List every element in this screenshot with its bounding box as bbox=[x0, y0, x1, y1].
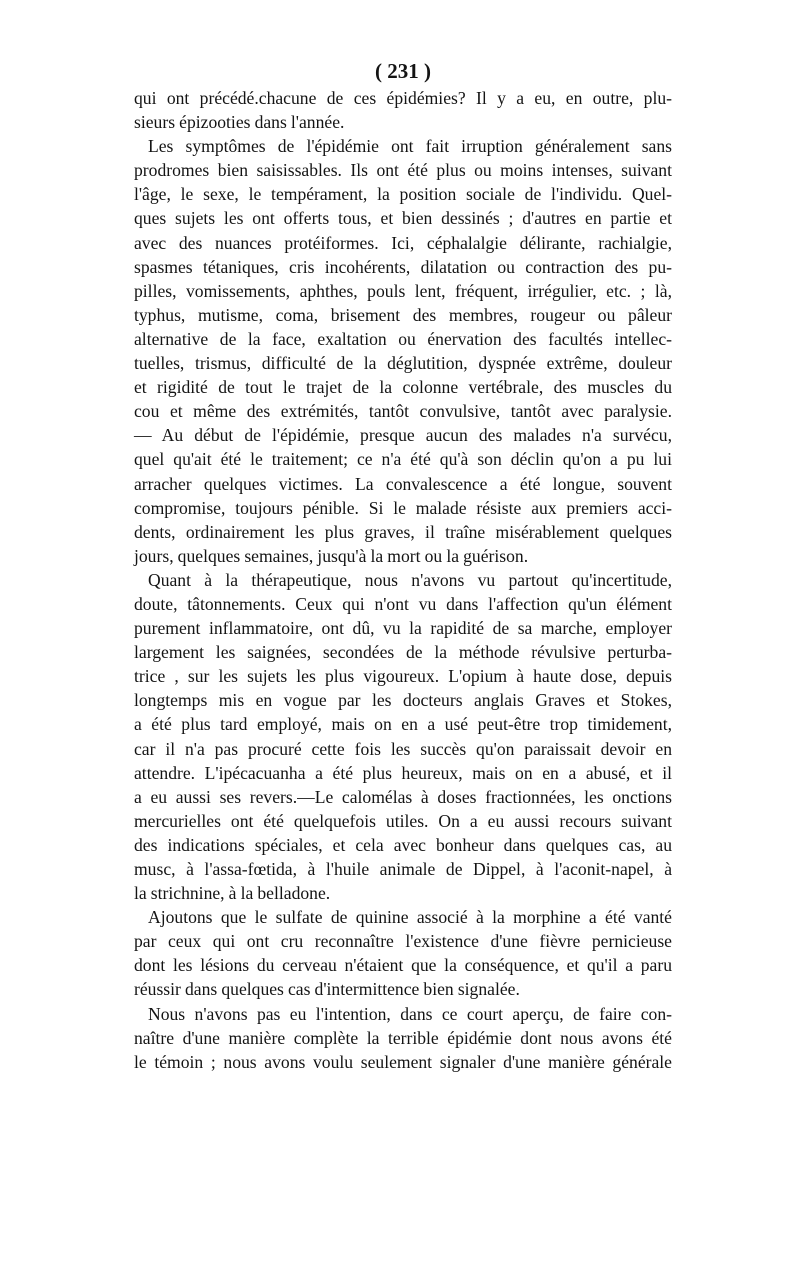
text-line: longtemps mis en vogue par les docteurs anglais Graves et Stokes, bbox=[134, 690, 672, 711]
paragraph-quinine bbox=[134, 905, 672, 1001]
text-line: par ceux qui ont cru reconnaître l'existence d'une fièvre pernicieuse bbox=[134, 931, 672, 952]
text-line: largement les saignées, secondées de la méthode révulsive perturba- bbox=[134, 642, 672, 663]
text-line: alternative de la face, exaltation ou énervation des facultés intellec- bbox=[134, 328, 672, 349]
paragraph-therapeutics bbox=[134, 568, 672, 905]
text-line: Nous n'avons pas eu l'intention, dans ce court aperçu, de faire con- bbox=[148, 1003, 672, 1024]
text-line: typhus, mutisme, coma, brisement des membres, rougeur ou pâleur bbox=[134, 304, 672, 325]
text-line: la strichnine, à la belladone. bbox=[134, 883, 331, 904]
text-line: cou et même des extrémités, tantôt convulsive, tantôt avec paralysie. bbox=[134, 401, 672, 422]
text-line: car il n'a pas procuré cette fois les succès qu'on paraissait devoir en bbox=[134, 738, 672, 759]
text-line: tuelles, trismus, difficulté de la déglutition, dyspnée extrême, douleur bbox=[134, 353, 672, 374]
text-line: doute, tâtonnements. Ceux qui n'ont vu dans l'affection qu'un élément bbox=[134, 593, 672, 614]
text-line: a été plus tard employé, mais on en a usé peut-être trop timidement, bbox=[134, 714, 672, 735]
text-line: Quant à la thérapeutique, nous n'avons vu partout qu'incertitude, bbox=[148, 569, 672, 590]
text-line: musc, à l'assa-fœtida, à l'huile animale de Dippel, à l'aconit-napel, à bbox=[134, 859, 672, 879]
text-line: pilles, vomissements, aphthes, pouls lent, fréquent, irrégulier, etc. ; là, bbox=[134, 280, 672, 301]
text-line: le témoin ; nous avons voulu seulement signaler d'une manière générale bbox=[134, 1051, 672, 1072]
text-line: Ajoutons que le sulfate de quinine associé à la morphine a été vanté bbox=[148, 907, 672, 928]
text-line: et rigidité de tout le trajet de la colonne vertébrale, des muscles du bbox=[134, 377, 672, 398]
text-line: compromise, toujours pénible. Si le malade résiste aux premiers acci- bbox=[134, 497, 672, 518]
text-line: — Au début de l'épidémie, presque aucun des malades n'a survécu, bbox=[134, 425, 672, 446]
paragraph-symptoms bbox=[134, 134, 672, 568]
text-line: avec des nuances protéiformes. Ici, céphalalgie délirante, rachialgie, bbox=[134, 232, 672, 253]
text-line: purement inflammatoire, ont dû, vu la rapidité de sa marche, employer bbox=[134, 618, 672, 639]
text-line: trice , sur les sujets les plus vigoureux. L'opium à haute dose, depuis bbox=[134, 666, 672, 687]
text-line: jours, quelques semaines, jusqu'à la mort ou la guérison. bbox=[134, 545, 529, 566]
text-line: a eu aussi ses revers.—Le calomélas à doses fractionnées, les onctions bbox=[134, 786, 672, 807]
text-line: arracher quelques victimes. La convalescence a été longue, souvent bbox=[134, 473, 672, 494]
text-line: Les symptômes de l'épidémie ont fait irruption généralement sans bbox=[148, 136, 672, 157]
text-line: quel qu'ait été le traitement; ce n'a été qu'à son déclin qu'on a pu lui bbox=[134, 449, 672, 470]
text-line: prodromes bien saisissables. Ils ont été plus ou moins intenses, suivant bbox=[134, 160, 672, 181]
page-number: ( 231 ) bbox=[375, 59, 431, 83]
text-line: l'âge, le sexe, le tempérament, la position sociale de l'individu. Quel- bbox=[134, 184, 672, 205]
text-line: qui ont précédé.chacune de ces épidémies? Il y a eu, en outre, plu- bbox=[134, 88, 672, 108]
paragraph-conclusion bbox=[134, 1002, 672, 1074]
text-line: attendre. L'ipécacuanha a été plus heureux, mais on en a abusé, et il bbox=[134, 762, 672, 783]
text-line: des indications spéciales, et cela avec bonheur dans quelques cas, au bbox=[134, 834, 672, 855]
text-line: dont les lésions du cerveau n'étaient que la conséquence, et qu'il a paru bbox=[134, 955, 672, 976]
text-line: réussir dans quelques cas d'intermittence bien signalée. bbox=[134, 979, 520, 1000]
text-line: spasmes tétaniques, cris incohérents, dilatation ou contraction des pu- bbox=[134, 256, 672, 277]
paragraph-continuation bbox=[134, 86, 672, 134]
text-line: naître d'une manière complète la terrible épidémie dont nous avons été bbox=[134, 1027, 672, 1048]
book-page bbox=[134, 56, 672, 1074]
text-line: sieurs épizooties dans l'année. bbox=[134, 112, 345, 133]
text-line: dents, ordinairement les plus graves, il traîne misérablement quelques bbox=[134, 521, 672, 542]
text-line: mercurielles ont été quelquefois utiles. On a eu aussi recours suivant bbox=[134, 810, 672, 831]
text-line: ques sujets les ont offerts tous, et bien dessinés ; d'autres en partie et bbox=[134, 208, 672, 229]
